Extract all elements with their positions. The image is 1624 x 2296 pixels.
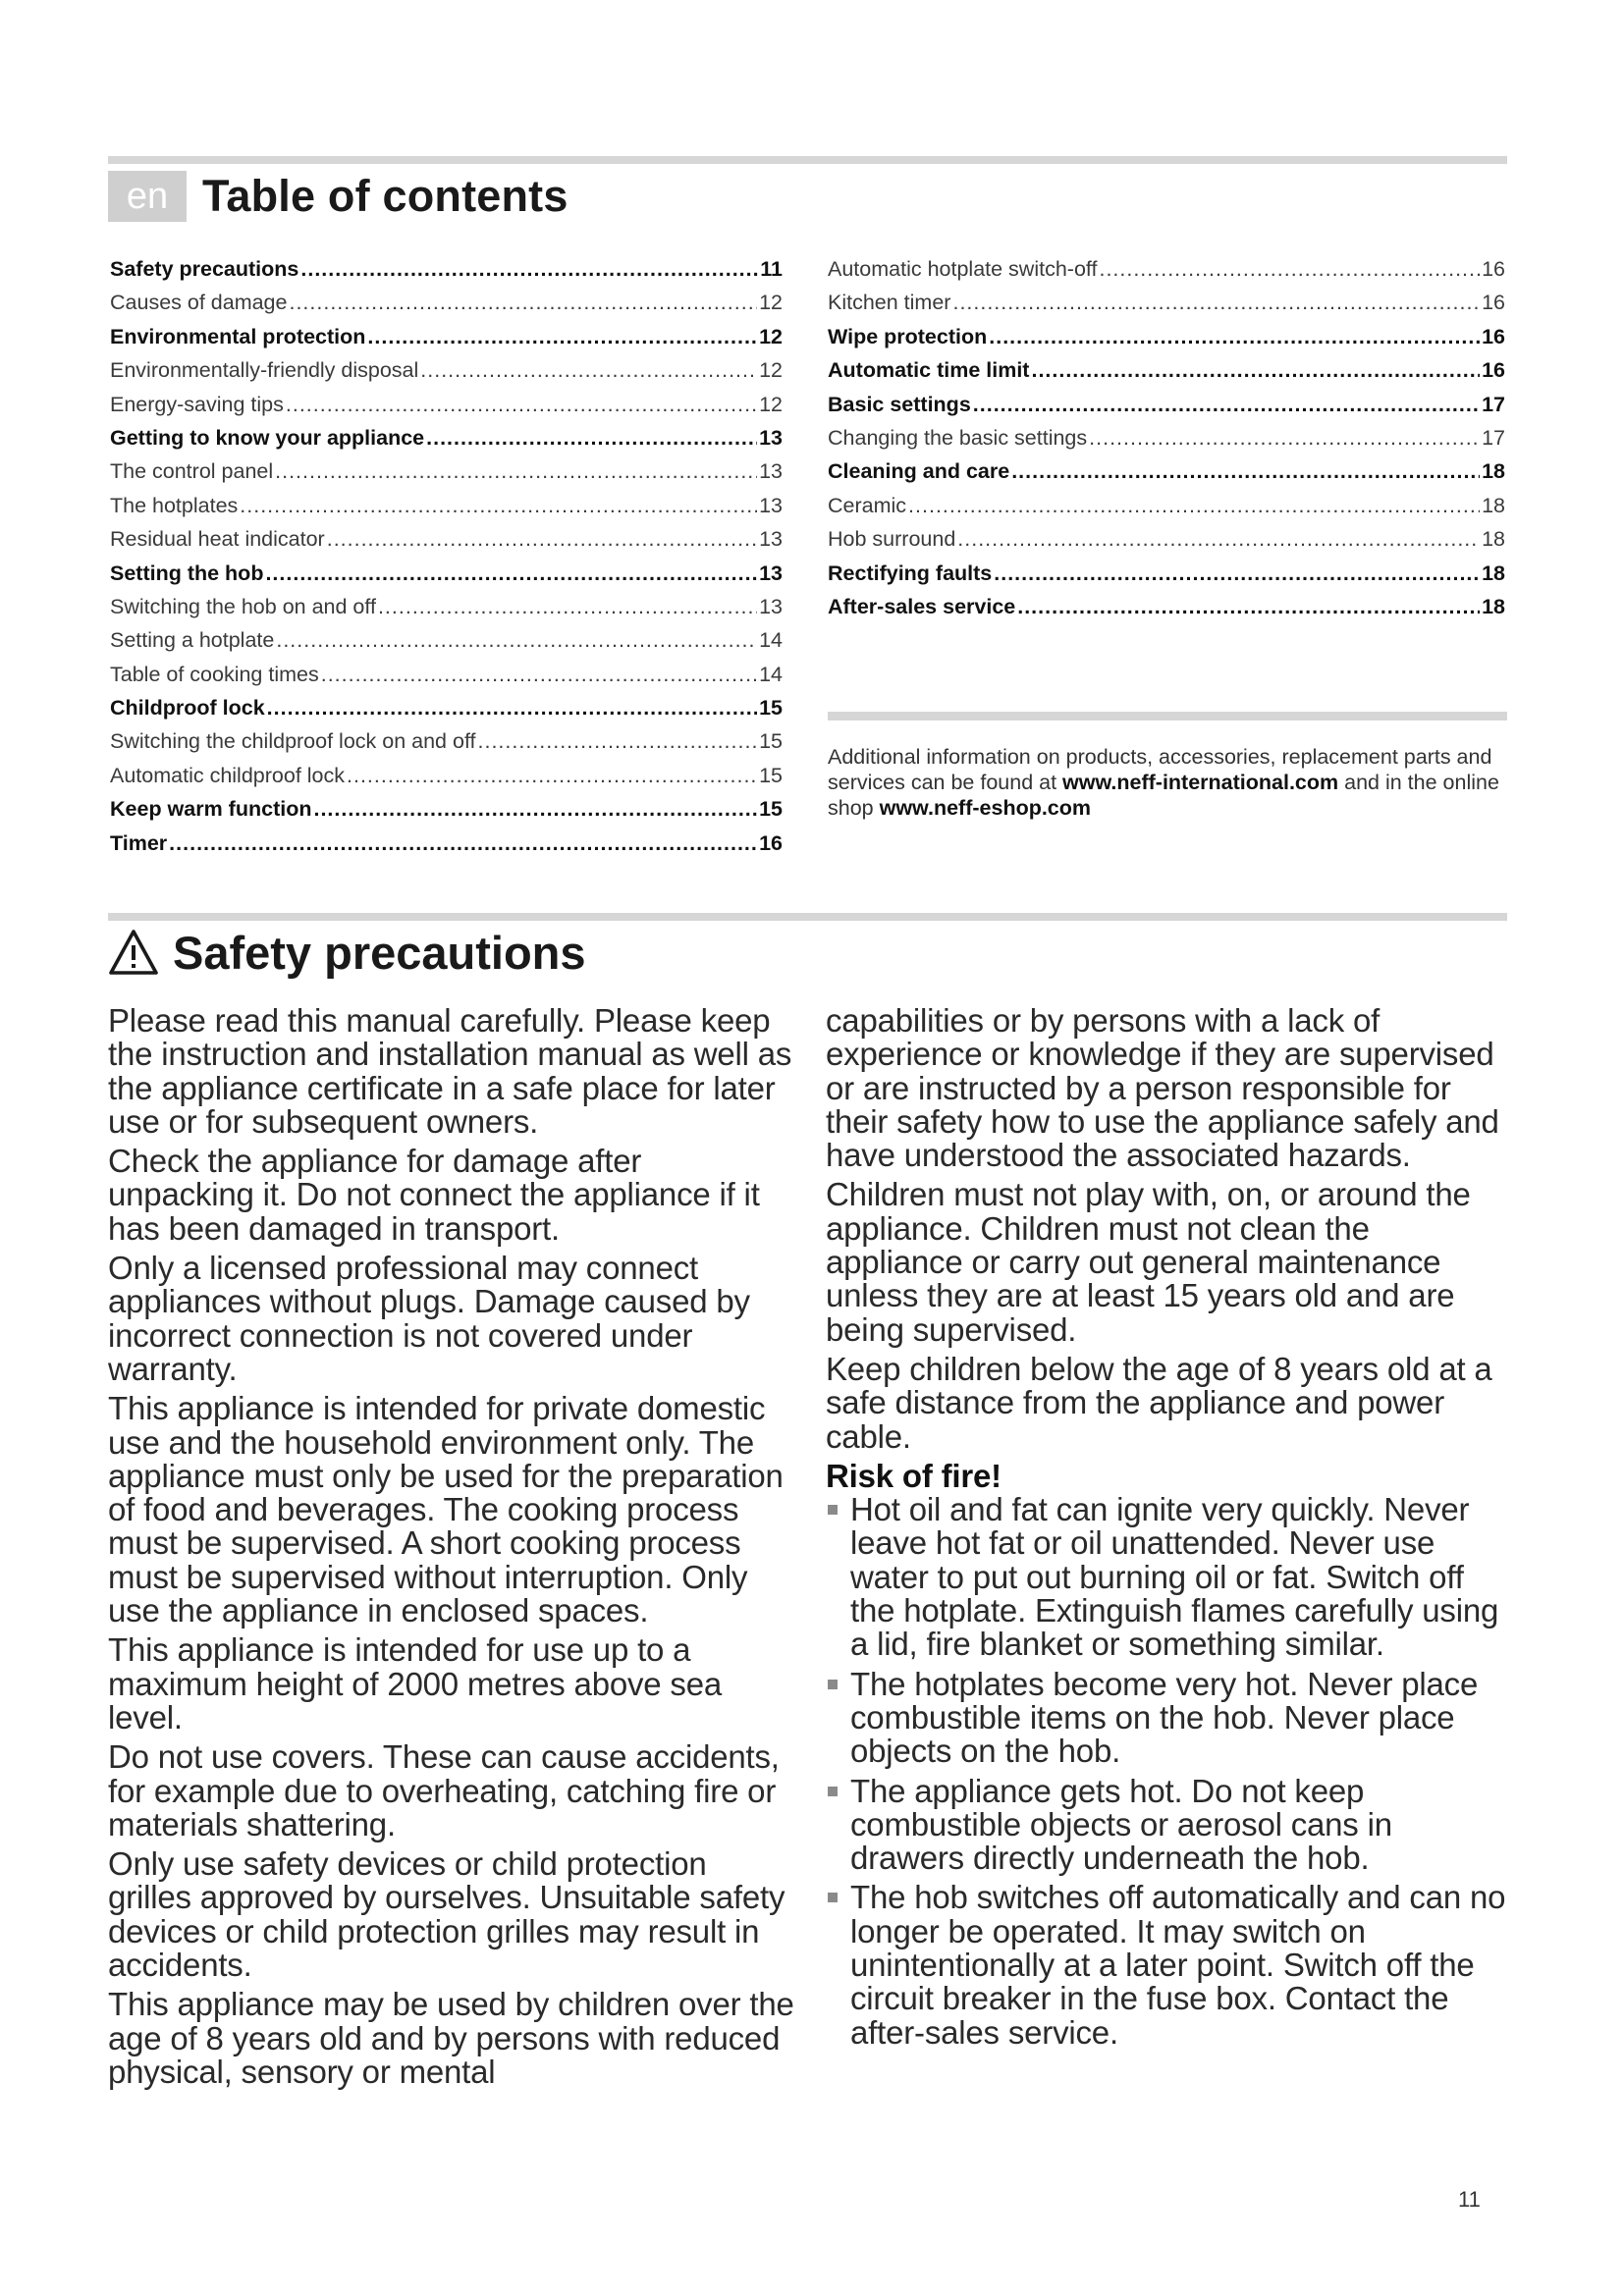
toc-entry[interactable]: Energy-saving tips ..... 12 xyxy=(110,393,783,426)
toc-entry[interactable]: Rectifying faults ..... 18 xyxy=(828,561,1505,595)
paragraph: This appliance is intended for private domestic use and the household environment only. The appliance must only be used for the preparation of food and beverages. The cooking process must be supervised. A short cooking process must be supervised without interruption. Only use the appliance in enclosed spaces. xyxy=(108,1390,784,1629)
toc-entry[interactable]: Wipe protection ..... 16 xyxy=(828,325,1505,358)
toc-entry[interactable]: Switching the childproof lock on and off ..... 15 xyxy=(110,729,783,763)
warning-triangle-icon xyxy=(108,929,159,976)
toc-entry[interactable]: Kitchen timer ..... 16 xyxy=(828,291,1505,324)
toc-title: Table of contents xyxy=(202,171,568,221)
toc-entry[interactable]: Residual heat indicator ..... 13 xyxy=(110,527,783,561)
toc-entry[interactable]: Timer ..... 16 xyxy=(110,831,783,865)
paragraph: Please read this manual carefully. Please keep the instruction and installation manual as well as the appliance certificate in a safe place for later use or for subsequent owners. xyxy=(108,1002,792,1140)
toc-entry[interactable]: Causes of damage ..... 12 xyxy=(110,291,783,324)
page-number: 11 xyxy=(1458,2187,1481,2212)
paragraph: This appliance may be used by children over the age of 8 years old and by persons with reduced physical, sensory or mental xyxy=(108,1986,794,2090)
paragraph: Only use safety devices or child protection grilles approved by ourselves. Unsuitable safety devices or child protection grilles may result in accidents. xyxy=(108,1845,785,1984)
toc-entry[interactable]: Cleaning and care ..... 18 xyxy=(828,459,1505,493)
toc-entry[interactable]: Setting the hob ..... 13 xyxy=(110,561,783,595)
toc-entry[interactable]: Automatic hotplate switch-off ..... 16 xyxy=(828,257,1505,291)
toc-entry[interactable]: The control panel ..... 13 xyxy=(110,459,783,493)
toc-entry[interactable]: Keep warm function ..... 15 xyxy=(110,797,783,830)
website-link[interactable]: www.neff-international.com xyxy=(1062,771,1339,794)
top-divider xyxy=(108,156,1507,164)
bullet-square-icon xyxy=(828,1787,838,1796)
toc-entry[interactable]: Ceramic ..... 18 xyxy=(828,494,1505,527)
toc-entry[interactable]: Hob surround ..... 18 xyxy=(828,527,1505,561)
toc-entry[interactable]: Environmentally-friendly disposal ..... 12 xyxy=(110,358,783,392)
additional-info: Additional information on products, accessories, replacement parts and services can be found at www.neff-international.com and in the online shop www.neff-eshop.com xyxy=(828,745,1499,820)
bullet-square-icon xyxy=(828,1505,838,1515)
toc-entry[interactable]: Childproof lock ..... 15 xyxy=(110,696,783,729)
paragraph: capabilities or by persons with a lack of experience or knowledge if they are supervised or are instructed by a person responsible for their safety how to use the appliance safely and have understood the associated hazards. xyxy=(826,1002,1499,1174)
toc-entry[interactable]: Automatic time limit ..... 16 xyxy=(828,358,1505,392)
safety-right-column xyxy=(826,1004,1513,2056)
toc-entry[interactable]: Setting a hotplate ..... 14 xyxy=(110,628,783,662)
toc-entry[interactable]: Changing the basic settings ..... 17 xyxy=(828,426,1505,459)
paragraph: Children must not play with, on, or around the appliance. Children must not clean the appliance or carry out general maintenance unless they are at least 15 years old and are being supervised. xyxy=(826,1176,1471,1348)
section-divider xyxy=(108,913,1507,921)
toc-entry[interactable]: Environmental protection ..... 12 xyxy=(110,325,783,358)
language-badge: en xyxy=(108,171,187,222)
toc-right-column xyxy=(828,257,1505,628)
bullet-item: Hot oil and fat can ignite very quickly. Never leave hot fat or oil unattended. Never use water to put out burning oil or fat. Switch off the hotplate. Extinguish flames carefully using a lid, fire blanket or something similar. xyxy=(826,1493,1513,1661)
paragraph: Only a licensed professional may connect appliances without plugs. Damage caused by incorrect connection is not covered under warranty. xyxy=(108,1250,750,1387)
toc-entry[interactable]: Table of cooking times ..... 14 xyxy=(110,663,783,696)
bullet-item: The hotplates become very hot. Never place combustible items on the hob. Never place objects on the hob. xyxy=(826,1668,1513,1769)
paragraph: Keep children below the age of 8 years old at a safe distance from the appliance and power cable. xyxy=(826,1350,1492,1455)
toc-entry[interactable]: Automatic childproof lock ..... 15 xyxy=(110,764,783,797)
toc-entry[interactable]: Switching the hob on and off ..... 13 xyxy=(110,595,783,628)
toc-entry[interactable]: After-sales service ..... 18 xyxy=(828,595,1505,628)
bullet-square-icon xyxy=(828,1680,838,1689)
toc-entry[interactable]: Safety precautions ..... 11 xyxy=(110,257,783,291)
eshop-link[interactable]: www.neff-eshop.com xyxy=(879,796,1092,820)
safety-header xyxy=(108,923,586,982)
risk-of-fire-heading: Risk of fire! xyxy=(826,1457,1001,1494)
bullet-item: The hob switches off automatically and can no longer be operated. It may switch on unintentionally at a later point. Switch off the circuit breaker in the fuse box. Contact the after-sales service. xyxy=(826,1881,1513,2049)
safety-title: Safety precautions xyxy=(173,926,586,979)
toc-entry[interactable]: Basic settings ..... 17 xyxy=(828,393,1505,426)
toc-header xyxy=(108,171,568,222)
toc-entry[interactable]: Getting to know your appliance ..... 13 xyxy=(110,426,783,459)
paragraph: Do not use covers. These can cause accidents, for example due to overheating, catching fire or materials shattering. xyxy=(108,1738,780,1842)
safety-left-column xyxy=(108,1004,795,2095)
paragraph: This appliance is intended for use up to a maximum height of 2000 metres above sea level. xyxy=(108,1631,723,1735)
info-divider xyxy=(828,712,1507,721)
bullet-item: The appliance gets hot. Do not keep combustible objects or aerosol cans in drawers directly underneath the hob. xyxy=(826,1775,1513,1876)
paragraph: Check the appliance for damage after unpacking it. Do not connect the appliance if it has been damaged in transport. xyxy=(108,1143,760,1247)
bullet-square-icon xyxy=(828,1893,838,1902)
toc-left-column xyxy=(110,257,783,865)
toc-entry[interactable]: The hotplates ..... 13 xyxy=(110,494,783,527)
